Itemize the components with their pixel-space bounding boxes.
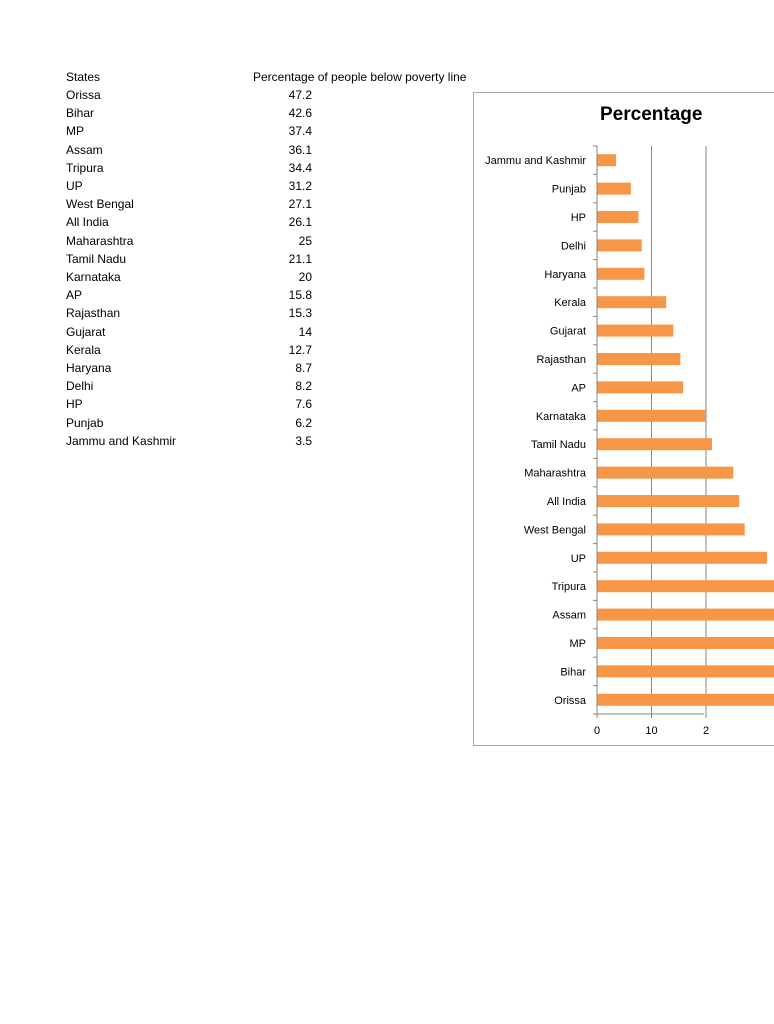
- table-value-cell: 12.7: [288, 342, 312, 357]
- category-label: Orissa: [554, 694, 586, 707]
- table-state-cell: MP: [66, 124, 84, 139]
- table-value-cell: 15.8: [288, 288, 312, 303]
- table-value-cell: 37.4: [288, 124, 312, 139]
- table-state-cell: Assam: [66, 142, 103, 157]
- category-label: Haryana: [544, 268, 586, 281]
- bar: [597, 410, 706, 422]
- table-state-cell: AP: [66, 288, 83, 303]
- x-tick-label: 10: [645, 725, 658, 737]
- bar: [597, 694, 774, 706]
- bar: [597, 296, 666, 308]
- table-state-cell: Jammu and Kashmir: [66, 433, 177, 448]
- table-state-cell: UP: [66, 179, 83, 193]
- percentage-column-header: Percentage of people below poverty line: [253, 70, 467, 84]
- category-label: Tamil Nadu: [530, 439, 586, 452]
- table-state-cell: Karnataka: [66, 270, 121, 284]
- table-state-cell: Tripura: [66, 160, 104, 175]
- table-value-cell: 42.6: [288, 106, 312, 121]
- table-state-cell: Gujarat: [66, 324, 106, 339]
- category-label: Punjab: [551, 183, 586, 196]
- table-value-cell: 31.2: [288, 179, 312, 193]
- table-value-cell: 34.4: [288, 160, 312, 175]
- table-value-cell: 21.1: [288, 251, 312, 266]
- x-tick-label: 0: [593, 725, 601, 737]
- bar: [597, 239, 642, 251]
- table-value-cell: 7.6: [295, 397, 312, 412]
- bar: [597, 467, 733, 479]
- table-state-cell: Bihar: [66, 106, 95, 121]
- category-label: MP: [569, 638, 586, 650]
- bar: [597, 609, 774, 621]
- table-value-cell: 26.1: [288, 215, 312, 230]
- states-column-header: States: [66, 70, 101, 84]
- table-state-cell: Haryana: [66, 361, 112, 375]
- bar: [597, 665, 774, 677]
- category-label: Bihar: [560, 666, 586, 679]
- bar: [597, 211, 638, 223]
- table-value-cell: 36.1: [288, 142, 312, 157]
- table-value-cell: 27.1: [288, 197, 312, 212]
- category-label: Kerala: [554, 297, 586, 310]
- table-state-cell: HP: [66, 397, 83, 412]
- category-label: Karnataka: [535, 410, 586, 423]
- category-label: Jammu and Kashmir: [485, 155, 586, 168]
- table-value-cell: 25: [298, 233, 312, 248]
- table-state-cell: Rajasthan: [66, 306, 121, 321]
- table-value-cell: 20: [298, 270, 312, 284]
- table-value-cell: 47.2: [288, 88, 312, 102]
- table-state-cell: Orissa: [66, 88, 101, 102]
- table-state-cell: Maharashtra: [66, 233, 134, 248]
- bar: [597, 438, 712, 450]
- bar: [597, 580, 774, 592]
- table-value-cell: 8.2: [295, 379, 312, 394]
- chart-title: Percentage: [600, 104, 703, 125]
- table-state-cell: Tamil Nadu: [66, 251, 127, 266]
- category-label: West Bengal: [523, 524, 586, 537]
- bar: [597, 268, 644, 280]
- bar: [597, 552, 767, 564]
- bar: [597, 523, 745, 535]
- bar: [597, 381, 683, 393]
- bar: [597, 183, 631, 195]
- table-value-cell: 8.7: [295, 361, 312, 375]
- category-label: Gujarat: [549, 325, 586, 338]
- table-state-cell: Delhi: [66, 379, 94, 394]
- table-value-cell: 3.5: [295, 433, 312, 448]
- table-value-cell: 6.2: [295, 415, 312, 430]
- category-label: HP: [570, 212, 586, 224]
- bar: [597, 325, 673, 337]
- bar: [597, 353, 680, 365]
- category-label: Maharashtra: [524, 467, 586, 480]
- x-tick-label: 2: [702, 725, 710, 737]
- bar: [597, 495, 739, 507]
- category-label: Rajasthan: [536, 354, 586, 366]
- category-label: All India: [546, 496, 586, 508]
- category-label: Tripura: [551, 581, 586, 594]
- category-label: AP: [571, 382, 586, 395]
- table-state-cell: Punjab: [66, 415, 104, 430]
- table-state-cell: All India: [66, 215, 109, 230]
- category-label: Assam: [552, 609, 586, 622]
- bar: [597, 637, 774, 649]
- table-value-cell: 14: [298, 324, 312, 339]
- table-state-cell: Kerala: [66, 342, 101, 357]
- bar: [597, 154, 616, 166]
- table-state-cell: West Bengal: [66, 197, 134, 212]
- category-label: Delhi: [560, 240, 586, 253]
- table-value-cell: 15.3: [288, 306, 312, 321]
- category-label: UP: [570, 552, 586, 565]
